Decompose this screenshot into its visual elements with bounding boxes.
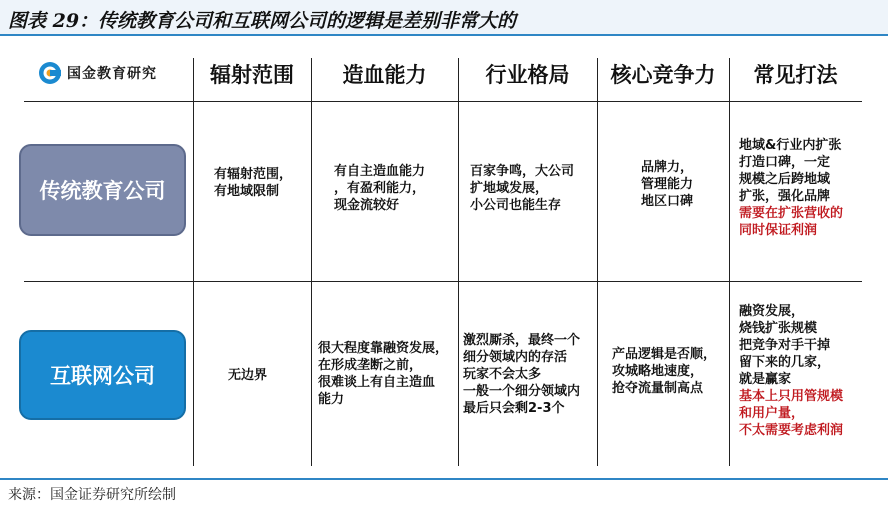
cell-internet-reach bbox=[228, 367, 267, 384]
cell-line: 很大程度靠融资发展， bbox=[318, 341, 449, 356]
cell-traditional-self-funding bbox=[334, 163, 425, 214]
cell-line: 一般一个细分领域内 bbox=[463, 384, 581, 399]
cell-line: 品牌力， bbox=[641, 160, 694, 175]
row-divider bbox=[24, 281, 862, 282]
cell-line: 有地域限制 bbox=[214, 184, 280, 199]
cell-line: 无边界 bbox=[228, 368, 268, 383]
column-header-common-playbook: 常见打法 bbox=[753, 63, 838, 87]
footer-divider bbox=[0, 478, 888, 480]
row-label-traditional-education: 传统教育公司 bbox=[19, 144, 186, 236]
column-header-self-funding: 造血能力 bbox=[342, 63, 427, 87]
source-note: 来源：国金证券研究所绘制 bbox=[8, 487, 176, 503]
cell-line: 在形成垄断之前， bbox=[318, 358, 423, 373]
column-header-core-competence: 核心竞争力 bbox=[610, 63, 716, 87]
cell-line: 能力 bbox=[318, 392, 345, 407]
cell-traditional-competence bbox=[641, 159, 693, 210]
grid-line bbox=[729, 58, 730, 466]
logo bbox=[38, 60, 157, 86]
cell-line: ，有盈利能力， bbox=[334, 181, 426, 196]
cell-line: 最后只会剩2-3个 bbox=[463, 401, 565, 416]
cell-internet-landscape bbox=[463, 332, 580, 417]
grid-line bbox=[458, 58, 459, 466]
cell-line-highlight: 同时保证利润 bbox=[739, 223, 818, 238]
cell-line: 产品逻辑是否顺， bbox=[612, 347, 717, 362]
cell-line: 细分领域内的存活 bbox=[463, 350, 568, 365]
cell-traditional-playbook bbox=[739, 137, 843, 239]
cell-line: 烧钱扩张规模 bbox=[739, 321, 818, 336]
cell-internet-playbook bbox=[739, 303, 843, 439]
cell-line: 地区口碑 bbox=[641, 194, 694, 209]
grid-line bbox=[193, 58, 194, 466]
cell-line: 规模之后跨地域 bbox=[739, 172, 831, 187]
cell-line: 就是赢家 bbox=[739, 372, 792, 387]
cell-line: 攻城略地速度， bbox=[612, 364, 704, 379]
cell-line: 打造口碑，一定 bbox=[739, 155, 831, 170]
header-divider bbox=[24, 101, 862, 102]
cell-traditional-landscape bbox=[470, 163, 574, 214]
column-header-reach: 辐射范围 bbox=[210, 63, 294, 87]
cell-line: 扩张，强化品牌 bbox=[739, 189, 831, 204]
column-header-industry-landscape: 行业格局 bbox=[485, 63, 570, 87]
cell-line: 地域&行业内扩张 bbox=[739, 138, 842, 153]
cell-line: 百家争鸣，大公司 bbox=[470, 164, 575, 179]
cell-line: 玩家不会太多 bbox=[463, 367, 542, 382]
cell-line-highlight: 基本上只用管规模 bbox=[739, 389, 844, 404]
cell-line: 现金流较好 bbox=[334, 198, 400, 213]
cell-line-highlight: 需要在扩张营收的 bbox=[739, 206, 844, 221]
cell-traditional-reach bbox=[214, 166, 292, 200]
cell-line: 留下来的几家， bbox=[739, 355, 831, 370]
cell-line: 有自主造血能力 bbox=[334, 164, 426, 179]
cell-line: 小公司也能生存 bbox=[470, 198, 562, 213]
row-label-internet-company: 互联网公司 bbox=[19, 330, 186, 420]
cell-line-highlight: 和用户量， bbox=[739, 406, 805, 421]
cell-line: 管理能力 bbox=[641, 177, 694, 192]
cell-line: 有辐射范围， bbox=[214, 167, 293, 182]
logo-text: 国金教育研究 bbox=[67, 66, 157, 82]
sinolink-logo-icon bbox=[38, 61, 62, 85]
cell-line: 融资发展， bbox=[739, 304, 805, 319]
cell-line: 扩地域发展， bbox=[470, 181, 549, 196]
cell-line: 把竞争对手干掉 bbox=[739, 338, 831, 353]
grid-line bbox=[597, 58, 598, 466]
cell-line: 抢夺流量制高点 bbox=[612, 381, 704, 396]
cell-line-highlight: 不太需要考虑利润 bbox=[739, 423, 844, 438]
grid-line bbox=[311, 58, 312, 466]
cell-line: 激烈厮杀，最终一个 bbox=[463, 333, 581, 348]
cell-line: 很难谈上有自主造血 bbox=[318, 375, 436, 390]
figure-title: 图表 29：传统教育公司和互联网公司的逻辑是差别非常大的 bbox=[0, 0, 888, 36]
cell-internet-self-funding bbox=[318, 340, 448, 408]
cell-internet-competence bbox=[612, 346, 716, 397]
